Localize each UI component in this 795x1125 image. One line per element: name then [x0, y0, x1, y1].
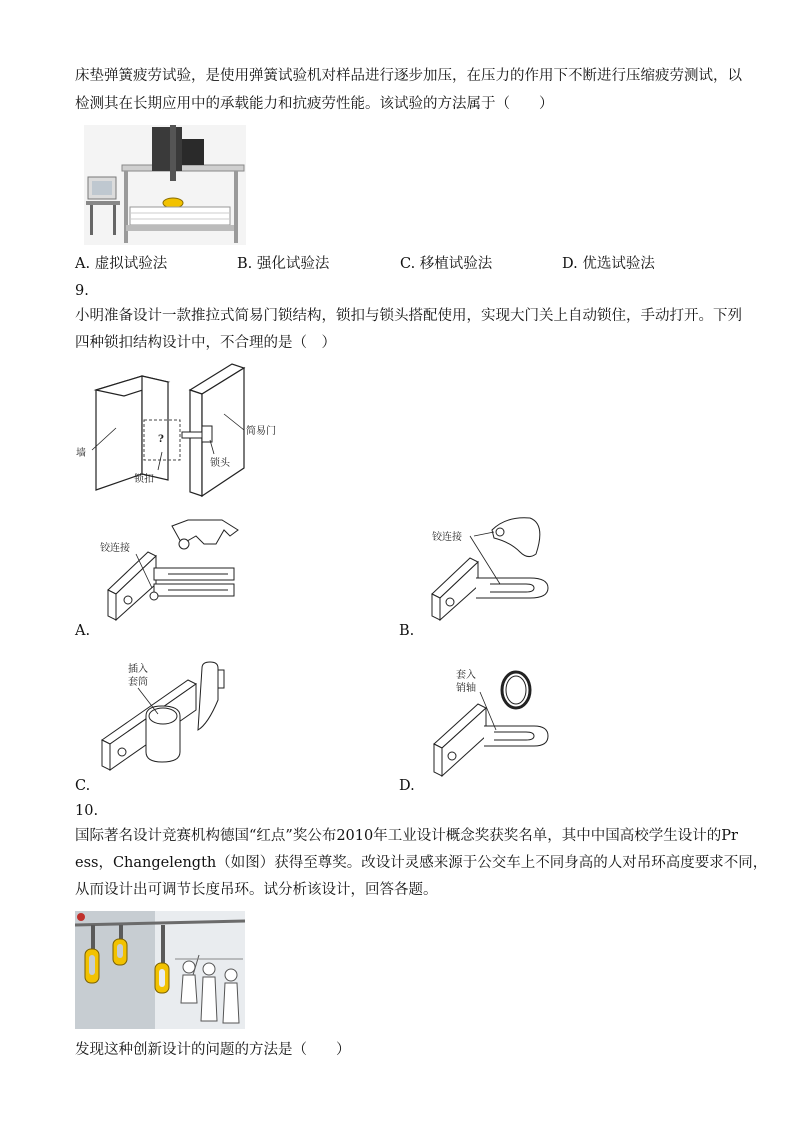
q10-stem-line2: ess，Changelength（如图）获得至尊奖。改设计灵感来源于公交车上不同身高的人对吊环高度要求不同， [75, 855, 768, 871]
sleeve-label-line1: 套入 [456, 670, 476, 681]
q8-stem-line2: 检测其在长期应用中的承载能力和抗疲劳性能。该试验的方法属于（ ） [75, 96, 554, 112]
q8-option-a: A. 虚拟试验法 [75, 256, 168, 272]
wall-door-lock-diagram [72, 362, 292, 500]
q9-stem-line2: 四种锁扣结构设计中，不合理的是（ ） [75, 335, 336, 351]
hinge-label-b: 铰连接 [432, 532, 462, 543]
spring-fatigue-test-machine-image [84, 125, 246, 245]
q8-stem-line1: 床垫弹簧疲劳试验，是使用弹簧试验机对样品进行逐步加压，在压力的作用下不断进行压缩疲劳测试，以 [75, 68, 742, 84]
q9-option-b-letter: B. [399, 623, 415, 639]
door-label: 简易门 [246, 426, 276, 437]
q10-stem-line1: 国际著名设计竞赛机构德国“红点”奖公布2010年工业设计概念奖获奖名单，其中中国高校学生设计的Pr [75, 828, 738, 844]
sleeve-label-line2: 销轴 [456, 683, 476, 694]
q8-option-b: B. 强化试验法 [237, 256, 330, 272]
lock-head-label: 锁头 [210, 458, 230, 469]
adjustable-bus-handle-image [75, 911, 245, 1029]
wall-label: 墙 [76, 448, 86, 459]
option-a-latch-diagram [98, 514, 248, 622]
insert-label-line2: 套筒 [128, 677, 148, 688]
q9-option-c-letter: C. [75, 778, 91, 794]
option-c-latch-diagram [98, 660, 238, 772]
insert-label-line1: 插入 [128, 664, 148, 675]
q10-sub-question: 发现这种创新设计的问题的方法是（ ） [75, 1042, 351, 1058]
q10-number: 10. [75, 803, 99, 819]
q10-stem-line3: 从而设计出可调节长度吊环。试分析该设计，回答各题。 [75, 882, 438, 898]
q8-option-d: D. 优选试验法 [562, 256, 655, 272]
hinge-label-a: 铰连接 [100, 543, 130, 554]
q8-option-c: C. 移植试验法 [400, 256, 493, 272]
option-b-latch-diagram [430, 514, 560, 622]
q9-stem-line1: 小明准备设计一款推拉式简易门锁结构，锁扣与锁头搭配使用，实现大门关上自动锁住，手动打开。下列 [75, 308, 742, 324]
latch-label: 锁扣 [134, 474, 154, 485]
question-mark-label: ? [158, 434, 164, 445]
q9-option-d-letter: D. [399, 778, 415, 794]
option-d-latch-diagram [430, 660, 560, 778]
q9-option-a-letter: A. [75, 623, 91, 639]
q9-number: 9. [75, 283, 89, 299]
